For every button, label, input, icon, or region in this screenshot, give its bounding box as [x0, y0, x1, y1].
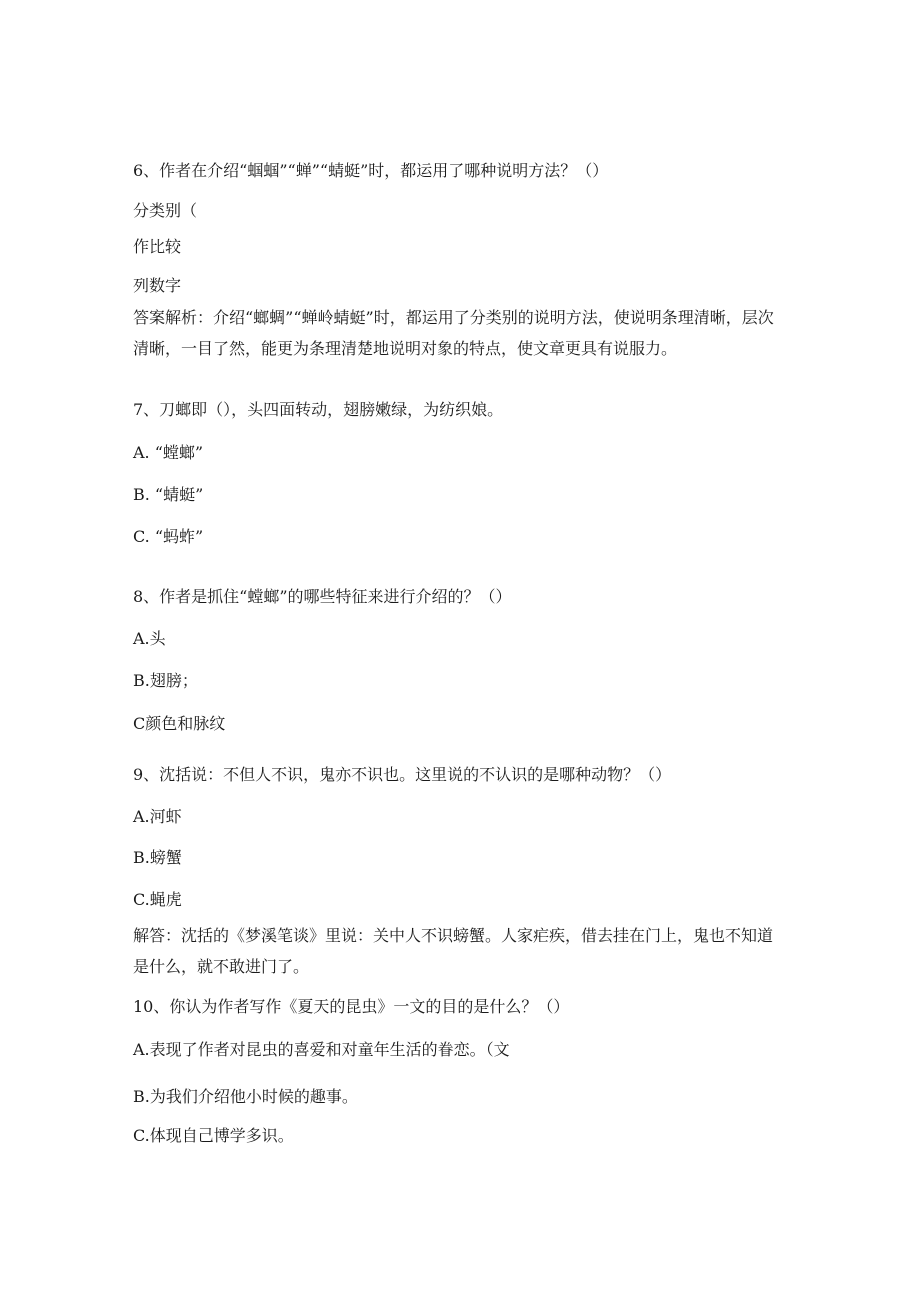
question-10-option-c: C.体现自己博学多识。 [133, 1126, 294, 1145]
question-8-option-a: A.头 [133, 629, 166, 648]
question-6-stem: 6、作者在介绍“蝈蝈”“蝉”“蜻蜓”时，都运用了哪种说明方法？（） [133, 161, 609, 180]
question-9-option-b: B.螃蟹 [133, 848, 182, 867]
question-6-analysis: 答案解析：介绍“螂蜩”“蝉岭蜻蜓”时，都运用了分类别的说明方法，使说明条理清晰，层次清晰，一目了然，能更为条理清楚地说明对象的特点，使文章更具有说服力。 [133, 308, 774, 358]
question-6-option-3: 列数字 [133, 276, 182, 295]
question-8-option-c: C颜色和脉纹 [133, 714, 226, 733]
question-7-option-b: B. “蜻蜓” [133, 485, 204, 504]
question-7-option-c: C. “蚂蚱” [133, 527, 204, 546]
question-7-stem: 7、刀螂即（），头四面转动，翅膀嫩绿，为纺织娘。 [133, 400, 504, 419]
question-10-stem: 10、你认为作者写作《夏天的昆虫》一文的目的是什么？（） [133, 997, 570, 1016]
question-6-option-2: 作比较 [133, 237, 182, 256]
question-9-option-c: C.蝇虎 [133, 890, 182, 909]
question-8-stem: 8、作者是抓住“螳螂”的哪些特征来进行介绍的？（） [133, 587, 512, 606]
question-9-stem: 9、沈括说：不但人不识，鬼亦不识也。这里说的不认识的是哪种动物？（） [133, 765, 672, 784]
question-7-option-a: A. “螳螂” [133, 443, 204, 462]
question-10-option-b: B.为我们介绍他小时候的趣事。 [133, 1087, 358, 1106]
question-6-option-1: 分类别（ [133, 201, 198, 220]
question-9-option-a: A.河虾 [133, 807, 182, 826]
question-8-option-b: B.翅膀； [133, 671, 198, 690]
question-10-option-a: A.表现了作者对昆虫的喜爱和对童年生活的眷恋。（文 [133, 1040, 510, 1059]
question-9-analysis: 解答：沈括的《梦溪笔谈》里说：关中人不识螃蟹。人家疟疾，借去挂在门上，鬼也不知道是什么，就不敢进门了。 [133, 926, 774, 976]
